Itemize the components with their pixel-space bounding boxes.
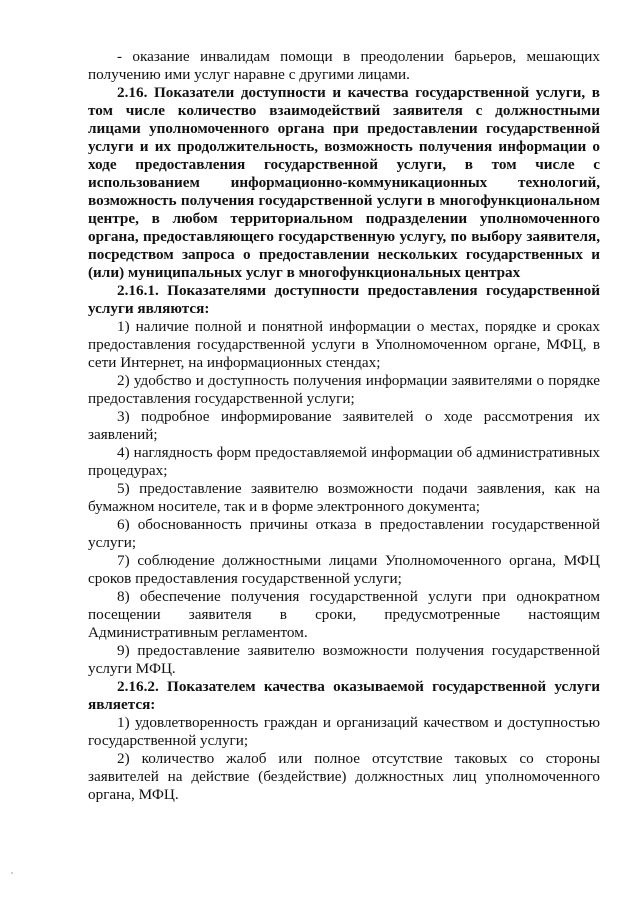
section-heading-2-16: 2.16. Показатели доступности и качества государственной услуги, в том числе количество взаимодействий заявителя с должностными лицами уполномоченного органа при предоставлении государственной услуги и их продолжительность, возможность получения информации о ходе предоставления государственной услуги, в том числе с использованием информационно-коммуникационных технологий, возможность получения государственной услуги в многофункциональном центре, в любом территориальном подразделении уполномоченного органа, предоставляющего государственную услугу, по выбору заявителя, посредством запроса о предоставлении нескольких государственных и (или) муниципальных услуг в многофункциональных центрах <box>88 84 600 281</box>
subsection-heading-2-16-2: 2.16.2. Показателем качества оказываемой государственной услуги является: <box>88 678 600 713</box>
list-item-3: 3) подробное информирование заявителей о ходе рассмотрения их заявлений; <box>88 408 600 443</box>
list-item-6: 6) обоснованность причины отказа в предоставлении государственной услуги; <box>88 516 600 551</box>
list-item-4: 4) наглядность форм предоставляемой информации об административных процедурах; <box>88 444 600 479</box>
paragraph-accessibility-assistance: - оказание инвалидам помощи в преодолении барьеров, мешающих получению ими услуг наравне с другими лицами. <box>88 48 600 83</box>
document-page <box>88 48 600 804</box>
quality-item-2: 2) количество жалоб или полное отсутствие таковых со стороны заявителей на действие (бездействие) должностных лиц уполномоченного органа, МФЦ. <box>88 750 600 803</box>
list-item-8: 8) обеспечение получения государственной услуги при однократном посещении заявителя в сроки, предусмотренные настоящим Административным регламентом. <box>88 588 600 641</box>
list-item-2: 2) удобство и доступность получения информации заявителями о порядке предоставления государственной услуги; <box>88 372 600 407</box>
scan-speck <box>11 872 13 874</box>
list-item-7: 7) соблюдение должностными лицами Уполномоченного органа, МФЦ сроков предоставления государственной услуги; <box>88 552 600 587</box>
subsection-heading-2-16-1: 2.16.1. Показателями доступности предоставления государственной услуги являются: <box>88 282 600 317</box>
list-item-1: 1) наличие полной и понятной информации о местах, порядке и сроках предоставления государственной услуги в Уполномоченном органе, МФЦ, в сети Интернет, на информационных стендах; <box>88 318 600 371</box>
list-item-5: 5) предоставление заявителю возможности подачи заявления, как на бумажном носителе, так и в форме электронного документа; <box>88 480 600 515</box>
quality-item-1: 1) удовлетворенность граждан и организаций качеством и доступностью государственной услуги; <box>88 714 600 749</box>
list-item-9: 9) предоставление заявителю возможности получения государственной услуги МФЦ. <box>88 642 600 677</box>
